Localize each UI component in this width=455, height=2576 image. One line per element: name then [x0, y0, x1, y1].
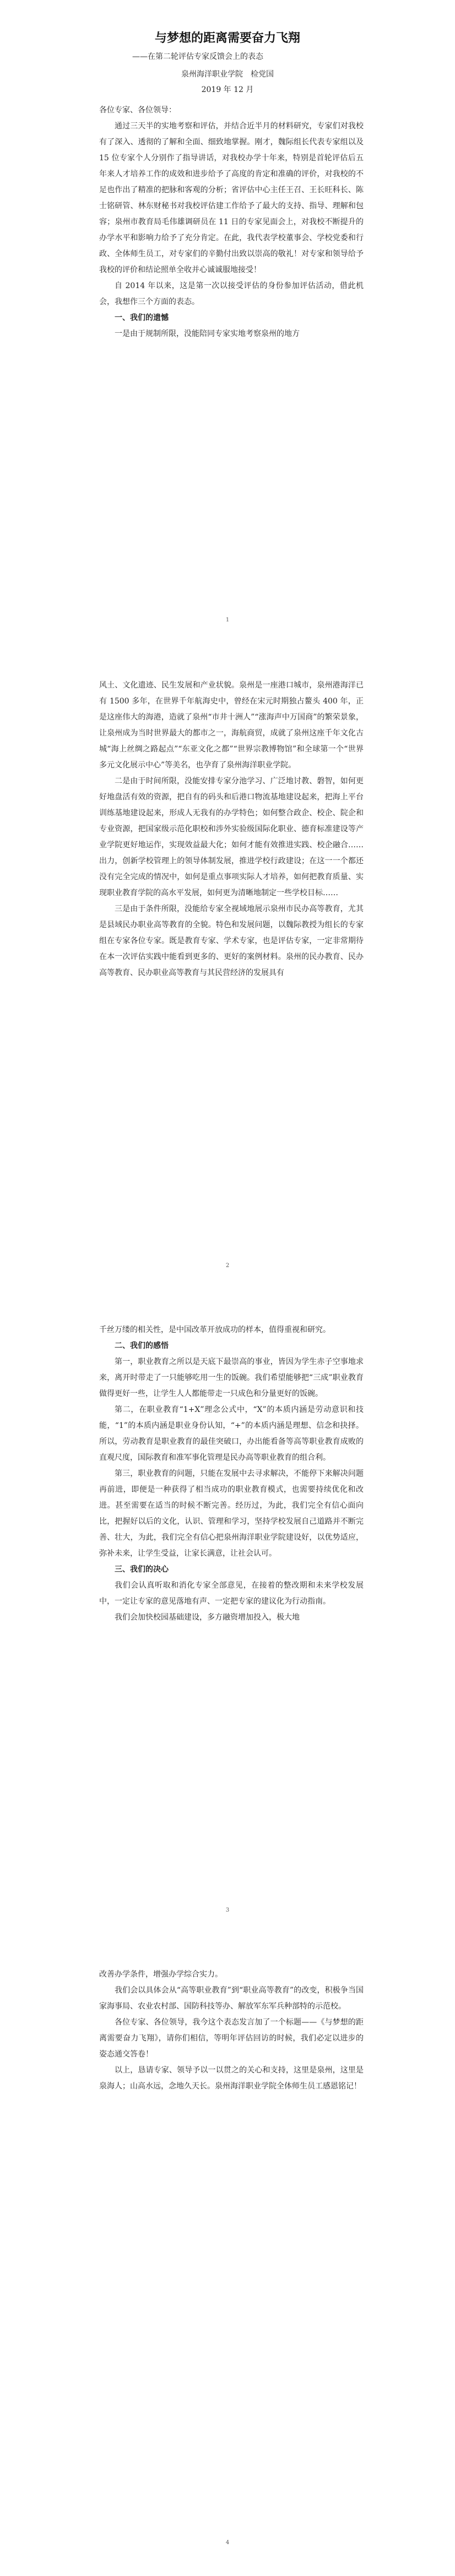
- page-number: 4: [225, 2540, 230, 2546]
- school-author-line: 泉州海洋职业学院 检党国: [181, 70, 274, 79]
- section-heading: 二、我们的感悟: [115, 1341, 169, 1350]
- section-heading: 一、我们的遗憾: [115, 313, 169, 322]
- document-page-4: [0, 1945, 455, 2576]
- paragraph: 第二，在职业教育“1+X”理念公式中，“X”的本质内涵是劳动意识和技能，“1”的本质内涵是职业身份认知，“+”的本质内涵是理想、信念和抉择。所以，劳动教育是职业教育的最佳突破口，办出能看备等高等职业教育成败的直观尺度，国际教育和准军事化管理是民办高等职业教育的组合利。: [99, 1405, 364, 1462]
- paragraph: 二是由于时间所限，没能安排专家分池学习、广泛地讨教、磐智，如何更好地盘活有效的资源，把自有的码头和后港口物流基地建设起来，把海上平台训练基地建设起来，形成人无我有的办学特色；如何整合政企、校企、院企和专业资源，把国家级示范化职校和涉外实验级国际化职业、德育标准建设等产业学院更好地运作，实现效益最大化；如何才能有效推进实践、校企融合……出力，创新学校管理上的领导体制发展，推进学校行政建设；在这一一个都还没有完全完成的情况中，如何是重点事项实际人才培养，如何把教育质量、实现职业教育学院的高水平发展，如何更为清晰地制定一些学校目标……: [99, 777, 364, 897]
- section-heading: 三、我们的决心: [115, 1565, 169, 1574]
- document-page-3: [0, 1300, 455, 1945]
- paragraph: 风土、文化遗迹、民生发展和产业状貌。泉州是一座港口城市，泉州港海洋已有 1500 多年，在世界千年航海史中，曾经在宋元时期独占鳌头 400 年，正是这座伟大的海港，造就了泉州“市井十洲人”“涨海声中万国商”的繁荣景象，让泉州成为当时世界最大的都市之一，海航商贸，成就了泉州这座千年文化古城“海上丝绸之路起点”“东亚文化之都”“世界宗教博物馆”和全球第一个“世界多元文化展示中心”等美名，也孕育了泉州海洋职业学院。: [99, 681, 364, 770]
- document-page-2: [0, 656, 455, 1300]
- date-line: 2019 年 12 月: [201, 85, 254, 94]
- page-2-body: [99, 678, 364, 981]
- greeting: 各位专家、各位领导：: [99, 106, 176, 115]
- paragraph: 自 2014 年以来，这是第一次以接受评估的身份参加评估活动，借此机会，我想作三个方面的表态。: [99, 282, 364, 306]
- page-4-body: [99, 1967, 364, 2095]
- paragraph: 我们会认真听取和消化专家全部意见，在接着的整改期和未来学校发展中，一定让专家的意见落地有声、一定把专家的建议化为行动指南。: [99, 1581, 364, 1606]
- page-1-body: [99, 102, 364, 342]
- paragraph: 千丝万缕的相关性，是中国改革开放成功的样本，值得重视和研究。: [99, 1325, 331, 1334]
- document-subtitle: ——在第二轮评估专家反馈会上的表态: [132, 52, 263, 61]
- paragraph: 各位专家、各位领导，我今这个表态发言加了一个标题——《与梦想的距离需要奋力飞翔》，请你们相信，等明年评估回访的时候，我们必定以进步的姿态通交答卷！: [99, 2018, 364, 2059]
- paragraph: 以上，恳请专家、领导予以一以贯之的关心和支持，这里是泉州，这里是泉海人；山高水远，念地久天长。泉州海洋职业学院全体师生员工感恩铭记！: [99, 2066, 364, 2091]
- document-title: 与梦想的距离需要奋力飞翔: [154, 31, 300, 45]
- page-number: 3: [225, 1907, 230, 1913]
- paragraph: 第一，职业教育之所以是天底下最崇高的事业，皆因为学生赤子空事地求来，离开时带走了一只能够吃用一生的饭碗。我们希望能够把“三成”职业教育做得更好一些，让学生人人都能带走一只成色和分量更好的饭碗。: [99, 1357, 364, 1398]
- paragraph: 通过三天半的实地考察和评估，并结合近半月的材料研究，专家们对我校有了深入、透彻的了解和全面、细致地掌握。刚才，魏际组长代表专家组以及 15 位专家个人分别作了指导讲话，对我校办学十年来，特别是首轮评估后五年来人才培养工作的成效和进步给予了高度的肯定和准确的评价，对我校的不足也作出了精准的把脉和客观的分析；省评估中心主任王召、王长旺科长、陈士铭研管、林东财秘书对我校评估建工作给予了最大的支持、指导、理解和包容；泉州市教育局毛伟雄调研员在 11 日的专家见面会上，对我校不断提升的办学水平和影响力给予了充分肯定。在此，我代表学校董事会、学校党委和行政、全体师生员工，对专家们的辛勤付出致以崇高的敬礼！对专家和领导给予我校的评价和结论照单全收并心诚诚服地接受！: [99, 122, 364, 274]
- paragraph: 我们会以具体会从“高等职业教育”到“职业高等教育”的改变，积极争当国家海事局、农业农村部、国防科技等办、解放军东军兵种部特的示范校。: [99, 1986, 364, 2011]
- page-3-body: [99, 1322, 364, 1626]
- page-number: 2: [225, 1263, 230, 1269]
- document-page-1: [0, 0, 455, 656]
- paragraph: 我们会加快校园基础建设，多方融资增加投入，极大地: [115, 1613, 300, 1622]
- page-number: 1: [225, 617, 230, 623]
- paragraph: 第三，职业教育的问题，只能在发展中去寻求解决，不能停下来解决问题再前进，即便是一种获得了相当成功的职业教育模式，也需要持续优化和改进。甚至需要在适当的时候不断完善。经历过，为此，我们完全有信心面向比，把握好以后的文化，认识、管理和学习，坚持学校发展自己道路并不断完善、壮大，为此，我们完全有信心把泉州海洋职业学院建设好，以优势适应，弥补未来，让学生受益，让家长满意，让社会认可。: [99, 1469, 364, 1558]
- paragraph: 三是由于条件所限，没能给专家全视域地展示泉州市民办高等教育，尤其是县域民办职业高等教育的全貌。特色和发展问题，以魏际教授为组长的专家组在专家各位专家。既是教育专家、学术专家，也是评估专家，一定非常期待在本一次评估实践中能看到更多的、更好的案例材料。泉州的民办教育、民办高等教育、民办职业高等教育与其民营经济的发展具有: [99, 905, 364, 977]
- paragraph: 改善办学条件，增强办学综合实力。: [99, 1970, 223, 1979]
- paragraph: 一是由于规制所限，没能陪同专家实地考察泉州的地方: [115, 329, 300, 338]
